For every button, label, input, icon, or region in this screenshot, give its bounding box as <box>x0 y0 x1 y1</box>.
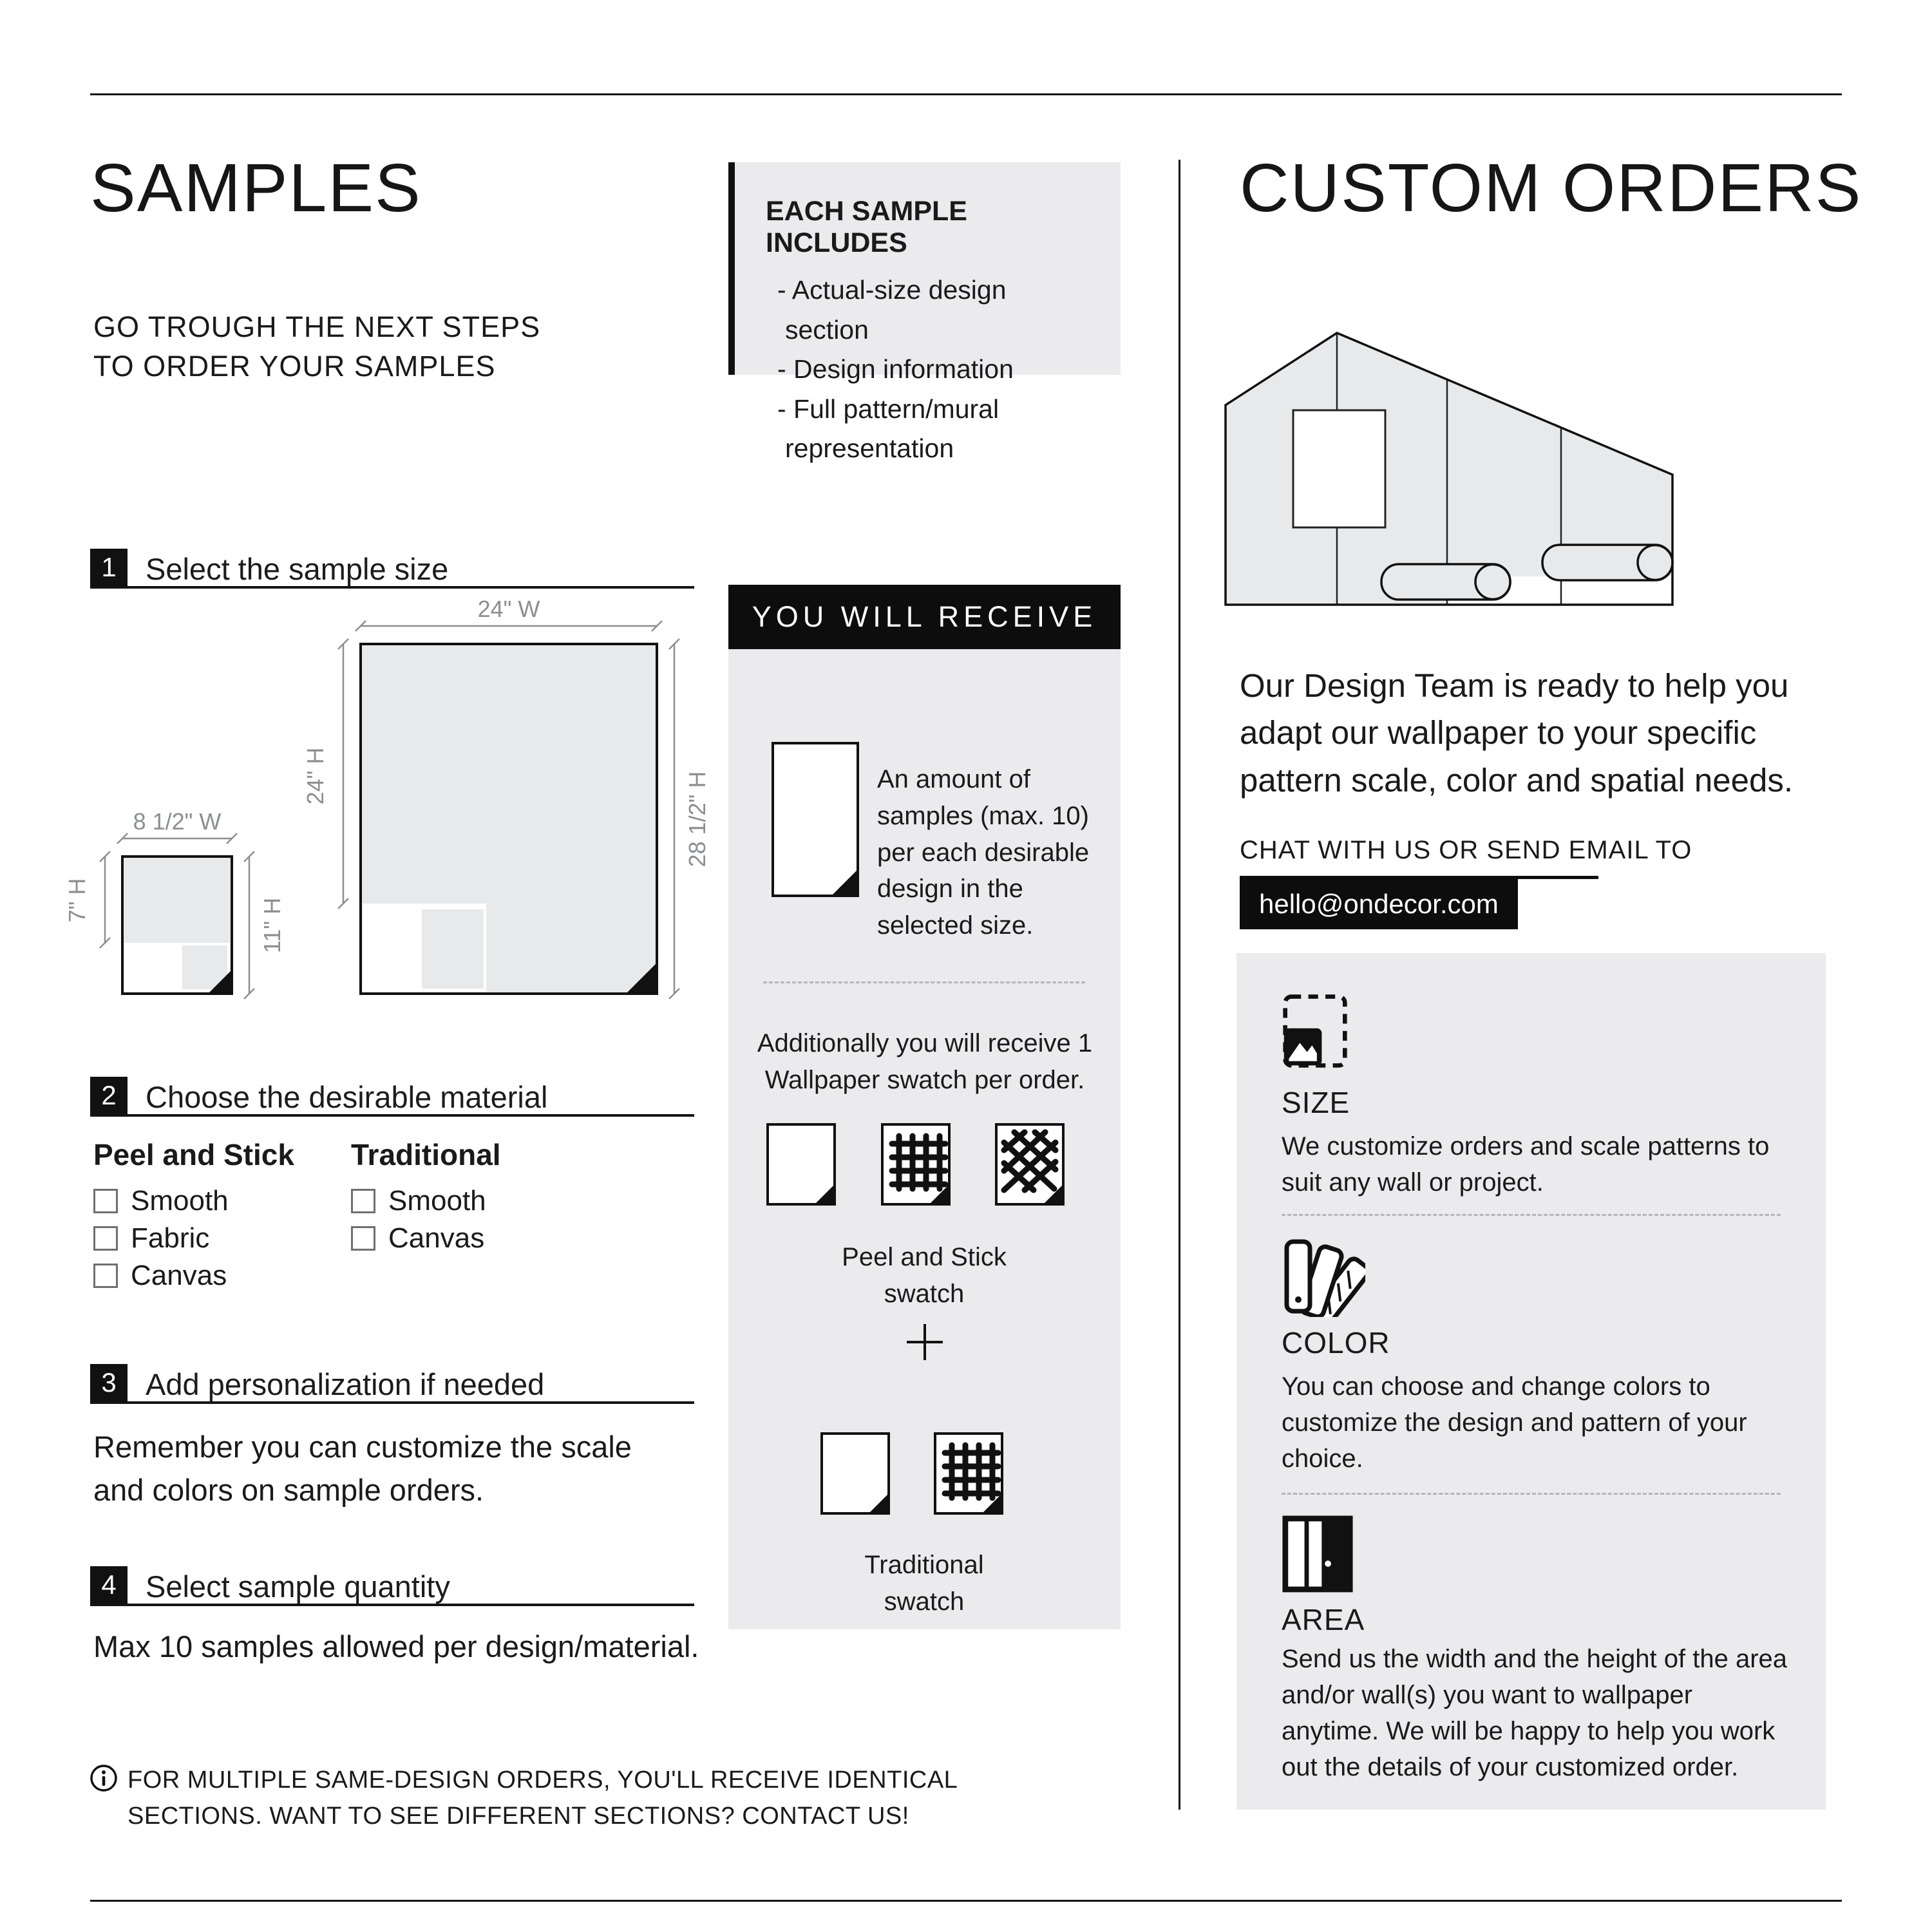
receive-additional-text: Additionally you will receive 1 Wallpaper swatch per order. <box>757 1029 1093 1094</box>
trad-canvas-checkbox[interactable] <box>351 1226 375 1251</box>
option-peel-smooth <box>93 1185 229 1217</box>
top-rule <box>90 93 1842 95</box>
step-2-badge: 2 <box>90 1077 128 1114</box>
receive-divider-1 <box>763 981 1085 983</box>
step-4-text: Max 10 samples allowed per design/material. <box>93 1629 699 1663</box>
blank-swatch-icon <box>819 1431 891 1516</box>
includes-item: - Actual-size design section <box>777 275 1007 345</box>
step-1-badge: 1 <box>90 549 128 586</box>
option-peel-canvas <box>93 1260 227 1292</box>
trad-canvas-label: Canvas <box>388 1222 485 1254</box>
step-3-badge: 3 <box>90 1364 128 1401</box>
step-3-label: Add personalization if needed <box>146 1367 545 1401</box>
blank-swatch-icon <box>765 1122 837 1207</box>
feature-size-text: We customize orders and scale patterns to suit any wall or project. <box>1282 1132 1770 1197</box>
email-link[interactable]: hello@ondecor.com <box>1240 879 1518 929</box>
plus-icon <box>904 1321 945 1363</box>
feature-color-text: You can choose and change colors to customize the design and pattern of your choice. <box>1282 1372 1747 1473</box>
traditional-swatch-label: Traditional swatch <box>864 1551 984 1616</box>
peel-canvas-checkbox[interactable] <box>93 1264 118 1288</box>
big-sample-print-height-label: 24" H <box>302 747 328 805</box>
option-peel-fabric <box>93 1222 209 1255</box>
sample-size-diagram <box>64 591 721 1016</box>
peel-swatch-label: Peel and Stick swatch <box>842 1243 1007 1308</box>
feature-area-text: Send us the width and the height of the area and/or wall(s) you want to wallpaper anytime. We will be happy to help you work out the details of your customized order. <box>1282 1645 1788 1781</box>
option-trad-canvas <box>351 1222 484 1255</box>
feature-color-name: COLOR <box>1282 1326 1390 1359</box>
custom-orders-panel <box>1236 953 1826 1810</box>
grid-swatch-icon <box>880 1122 952 1207</box>
chat-with-us-label: CHAT WITH US OR SEND EMAIL TO <box>1240 836 1692 864</box>
sample-sheet-icon <box>770 741 860 898</box>
big-sample-full-height-label: 28 1/2" H <box>684 771 710 867</box>
bottom-rule <box>90 1900 1842 1902</box>
step-3-text: Remember you can customize the scale and colors on sample orders. <box>93 1430 632 1507</box>
includes-item: - Design information <box>777 354 1014 384</box>
peel-fabric-checkbox[interactable] <box>93 1226 118 1251</box>
step-4-underline <box>90 1604 694 1606</box>
receive-samples-text: An amount of samples (max. 10) per each desirable design in the selected size. <box>877 765 1090 940</box>
trad-smooth-checkbox[interactable] <box>351 1189 375 1213</box>
feature-area-name: AREA <box>1282 1603 1365 1636</box>
each-sample-includes-box <box>728 162 1121 463</box>
small-sample-width-label: 8 1/2" W <box>133 808 222 835</box>
includes-title: EACH SAMPLE INCLUDES <box>766 196 967 258</box>
step-4-label: Select sample quantity <box>146 1569 450 1604</box>
option-trad-smooth <box>351 1185 486 1217</box>
includes-item: - Full pattern/mural representation <box>777 393 999 463</box>
house-wallpaper-illustration <box>1224 330 1674 607</box>
custom-orders-title: CUSTOM ORDERS <box>1240 150 1862 226</box>
color-swatch-fan-icon <box>1282 1236 1365 1317</box>
wall-door-icon <box>1282 1515 1354 1593</box>
small-sample-full-height-label: 11" H <box>259 897 285 954</box>
step-2-underline <box>90 1114 694 1117</box>
footnote-text: FOR MULTIPLE SAME-DESIGN ORDERS, YOU'LL RECEIVE IDENTICAL SECTIONS. WANT TO SEE DIFFERENT SECTIONS? CONTACT US! <box>128 1766 957 1830</box>
small-sample-print-height-label: 7" H <box>64 878 90 923</box>
step-2-label: Choose the desirable material <box>146 1080 548 1114</box>
you-will-receive-header: YOU WILL RECEIVE <box>728 585 1121 649</box>
step-1-label: Select the sample size <box>146 552 449 586</box>
peel-smooth-checkbox[interactable] <box>93 1189 118 1213</box>
big-sample-width-label: 24" W <box>477 596 540 622</box>
info-icon <box>89 1763 118 1793</box>
grid-swatch-icon <box>933 1431 1005 1516</box>
step-4-badge: 4 <box>90 1566 128 1604</box>
step-3-underline <box>90 1401 694 1404</box>
material-traditional-title: Traditional <box>351 1138 501 1171</box>
samples-intro: GO TROUGH THE NEXT STEPS TO ORDER YOUR SAMPLES <box>93 310 541 383</box>
peel-canvas-label: Canvas <box>131 1260 227 1291</box>
trad-smooth-label: Smooth <box>388 1185 486 1217</box>
step-1-underline <box>90 586 694 589</box>
resize-image-icon <box>1282 992 1349 1070</box>
panel-divider-1 <box>1282 1214 1781 1216</box>
samples-title: SAMPLES <box>90 150 422 226</box>
peel-fabric-label: Fabric <box>131 1222 210 1254</box>
material-peel-and-stick-title: Peel and Stick <box>93 1138 294 1171</box>
peel-smooth-label: Smooth <box>131 1185 229 1217</box>
design-team-text: Our Design Team is ready to help you adapt our wallpaper to your specific pattern scale, color and spatial needs. <box>1240 667 1794 799</box>
panel-divider-2 <box>1282 1493 1781 1495</box>
feature-size-name: SIZE <box>1282 1086 1350 1119</box>
column-divider <box>1179 160 1180 1810</box>
crosshatch-swatch-icon <box>994 1122 1066 1207</box>
